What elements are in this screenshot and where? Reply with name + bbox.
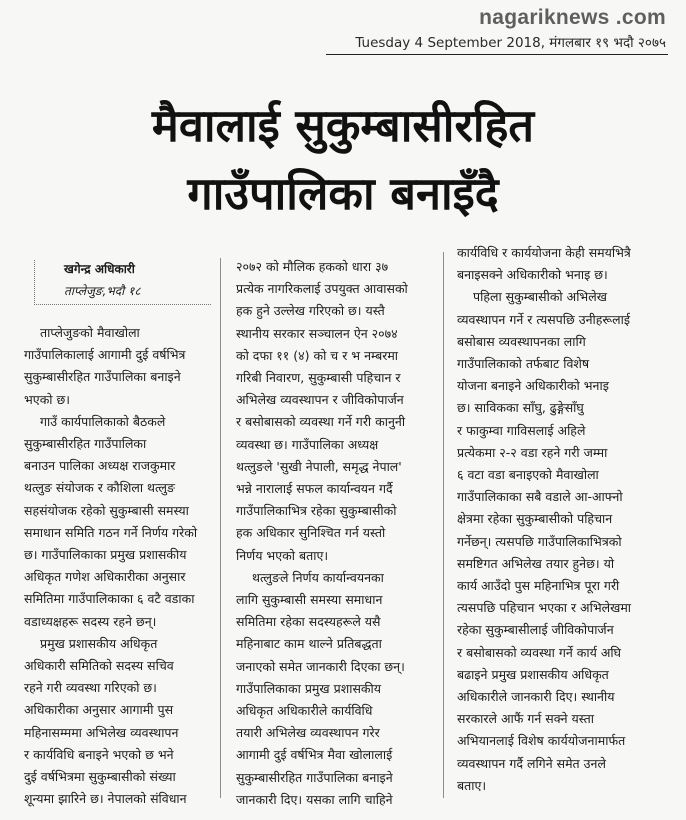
article-line: योजना बनाइने अधिकारीको भनाइ <box>457 378 609 394</box>
article-line: क्षेत्रमा रहेका सुकुम्बासीको पहिचान <box>457 511 613 527</box>
article-line: बनाइसक्ने अधिकारीको भनाइ छ। <box>457 267 608 283</box>
article-line: सुकुम्बासीरहित गाउँपालिका <box>24 436 147 452</box>
article-line: ६ वटा वडा बनाइएको मैवाखोला <box>457 467 599 483</box>
article-line: समष्टिगत अभिलेख तयार हुनेछ। यो <box>457 555 615 571</box>
article-line: गर्नेछन्। त्यसपछि गाउँपालिकाभित्रको <box>457 533 622 549</box>
article-line: प्रत्येक नागरिकलाई उपयुक्त आवासको <box>236 281 408 297</box>
article-line: बसोबास व्यवस्थापनका लागि <box>457 333 586 349</box>
article-line: गाउँपालिकाभित्र रहेका सुकुम्बासीको <box>236 503 397 519</box>
article-line: थत्लुङले 'सुखी नेपाली, समृद्ध नेपाल' <box>236 458 402 474</box>
article-line: त्यसपछि पहिचान भएका र अभिलेखमा <box>457 600 632 616</box>
article-line: स्थानीय सरकार सञ्चालन ऐन २०७४ <box>236 325 398 341</box>
article-line: रहेका सुकुम्बासीलाई जीविकोपार्जन <box>457 622 614 638</box>
article-line: हक हुने उल्लेख गरिएको छ। यस्तै <box>236 303 385 319</box>
header-rule <box>326 54 668 55</box>
article-line: लागि सुकुम्बासी समस्या समाधान <box>236 592 383 608</box>
author-name: खगेन्द्र अधिकारी <box>64 262 135 276</box>
article-line: सरकारले आफैं गर्न सक्ने यस्ता <box>457 711 594 727</box>
article-column-1 <box>24 322 218 810</box>
headline <box>0 92 686 228</box>
article-line: सुकुम्बासीरहित गाउँपालिका बनाइने <box>236 769 393 785</box>
publication-date: Tuesday 4 September 2018, मंगलबार १९ भदौ २०७५ <box>355 35 666 51</box>
article-line: महिनाबाट काम थाल्ने प्रतिबद्धता <box>236 636 382 652</box>
site-name[interactable]: nagariknews .com <box>479 6 666 29</box>
article-line: २०७२ को मौलिक हकको धारा ३७ <box>236 259 389 274</box>
byline <box>34 258 212 302</box>
article-line: अभिलेख व्यवस्थापन र जीविकोपार्जन <box>236 392 404 408</box>
article-line: भन्ने नारालाई सफल कार्यान्वयन गर्दै <box>236 481 393 497</box>
article-line: को दफा ११ (४) को च र भ नम्बरमा <box>236 347 399 363</box>
article-line: बढाइने प्रमुख प्रशासकीय अधिकृत <box>457 666 609 682</box>
article-line: पहिला सुकुम्बासीको अभिलेख <box>473 289 607 305</box>
headline-line-1: मैवालाई सुकुम्बासीरहित <box>151 99 535 152</box>
article-line: वडाध्यक्षहरू सदस्य रहने छन्। <box>24 613 157 629</box>
column-divider <box>220 258 221 798</box>
article-line: हक अधिकार सुनिश्चित गर्न यस्तो <box>236 525 386 541</box>
article-line: व्यवस्थापन गर्दै लगिने समेत उनले <box>457 755 606 771</box>
article-line: शून्यमा झारिने छ। नेपालको संविधान <box>24 791 187 807</box>
article-line: जानकारी दिए। यसका लागि चाहिने <box>236 791 393 807</box>
article-line: गाउँ कार्यपालिकाको बैठकले <box>40 413 166 429</box>
article-line: बताए। <box>457 777 487 793</box>
article-line: समाधान समिति गठन गर्ने निर्णय गरेको <box>24 524 198 540</box>
article-line: सहसंयोजक रहेको सुकुम्बासी समस्या <box>24 502 189 518</box>
article-line: कार्यविधि र कार्ययोजना केही समयभित्रै <box>457 245 631 260</box>
article-line: गाउँपालिकाको तर्फबाट विशेष <box>457 356 590 372</box>
article-line: अधिकारीका अनुसार आगामी पुस <box>24 702 174 718</box>
article-line: व्यवस्था छ। गाउँपालिका अध्यक्ष <box>236 436 379 452</box>
article-line: व्यवस्थापन गर्ने र त्यसपछि उनीहरूलाई <box>457 311 630 327</box>
article-line: बनाउन पालिका अध्यक्ष राजकुमार <box>24 458 176 474</box>
article-line: जनाएको समेत जानकारी दिएका छन्। <box>236 658 405 674</box>
article-line: गाउँपालिकाका सबै वडाले आ-आफ्नो <box>457 489 623 505</box>
article-line: थत्लुङले निर्णय कार्यान्वयनका <box>252 569 384 585</box>
article-line: रहने गरी व्यवस्था गरिएको छ। <box>24 680 157 696</box>
article-line: गाउँपालिकाका प्रमुख प्रशासकीय <box>236 680 381 696</box>
article-line: समितिमा रहेका सदस्यहरूले यसै <box>236 614 381 630</box>
article-line: महिनासम्ममा अभिलेख व्यवस्थापन <box>24 724 179 740</box>
article-line: दुई वर्षभित्रमा सुकुम्बासीको संख्या <box>24 769 176 785</box>
article-line: गरिबी निवारण, सुकुम्बासी पहिचान र <box>236 370 401 386</box>
article-line: र बसोबासको व्यवस्था गर्ने गरी कानुनी <box>236 414 406 430</box>
article-line: भएको छ। <box>24 391 71 407</box>
article-line: प्रमुख प्रशासकीय अधिकृत <box>40 635 158 651</box>
article-line: आगामी दुई वर्षभित्र मैवा खोलालाई <box>236 747 393 763</box>
article-line: अभियानलाई विशेष कार्ययोजनामार्फत <box>457 733 626 749</box>
article-line: प्रत्येकमा २-२ वडा रहने गरी जम्मा <box>457 444 608 460</box>
article-line: कार्य आउँदो पुस महिनाभित्र पूरा गरी <box>457 578 620 594</box>
article-line: गाउँपालिकालाई आगामी दुई वर्षभित्र <box>24 347 186 363</box>
masthead <box>0 0 686 62</box>
article-line: अधिकारी समितिको सदस्य सचिव <box>24 658 174 674</box>
article-line: समितिमा गाउँपालिकाका ६ वटै वडाका <box>24 591 195 607</box>
article-line: र फाकुम्वा गाविसलाई अहिले <box>457 422 586 438</box>
article-line: छ। साविकका साँघु, ढुङ्गेसाँघु <box>457 400 584 416</box>
article-line: अधिकृत अधिकारीले कार्यविधि <box>236 703 373 719</box>
article-line: थत्लुङ संयोजक र कौशिला थत्लुङ <box>24 480 175 496</box>
article-line: ताप्लेजुङको मैवाखोला <box>40 325 140 340</box>
article-line: अधिकारीले जानकारी दिए। स्थानीय <box>457 689 615 705</box>
article-line: अधिकृत गणेश अधिकारीका अनुसार <box>24 569 186 585</box>
dateline: ताप्लेजुङ,भदौ १८ <box>64 284 141 298</box>
article-line: र कार्यविधि बनाइने भएको छ भने <box>24 746 174 762</box>
column-divider <box>443 252 444 798</box>
article-line: छ। गाउँपालिकाका प्रमुख प्रशासकीय <box>24 547 187 563</box>
article-column-2 <box>236 256 440 811</box>
article-line: निर्णय भएको बताए। <box>236 547 329 563</box>
article-line: सुकुम्बासीरहित गाउँपालिका बनाइने <box>24 369 181 385</box>
headline-line-2: गाउँपालिका बनाइँदै <box>187 167 499 220</box>
article-column-3 <box>457 242 669 797</box>
article-line: र बसोबासको व्यवस्था गर्ने कार्य अघि <box>457 644 622 660</box>
article-line: तयारी अभिलेख व्यवस्थापन गरेर <box>236 725 380 741</box>
